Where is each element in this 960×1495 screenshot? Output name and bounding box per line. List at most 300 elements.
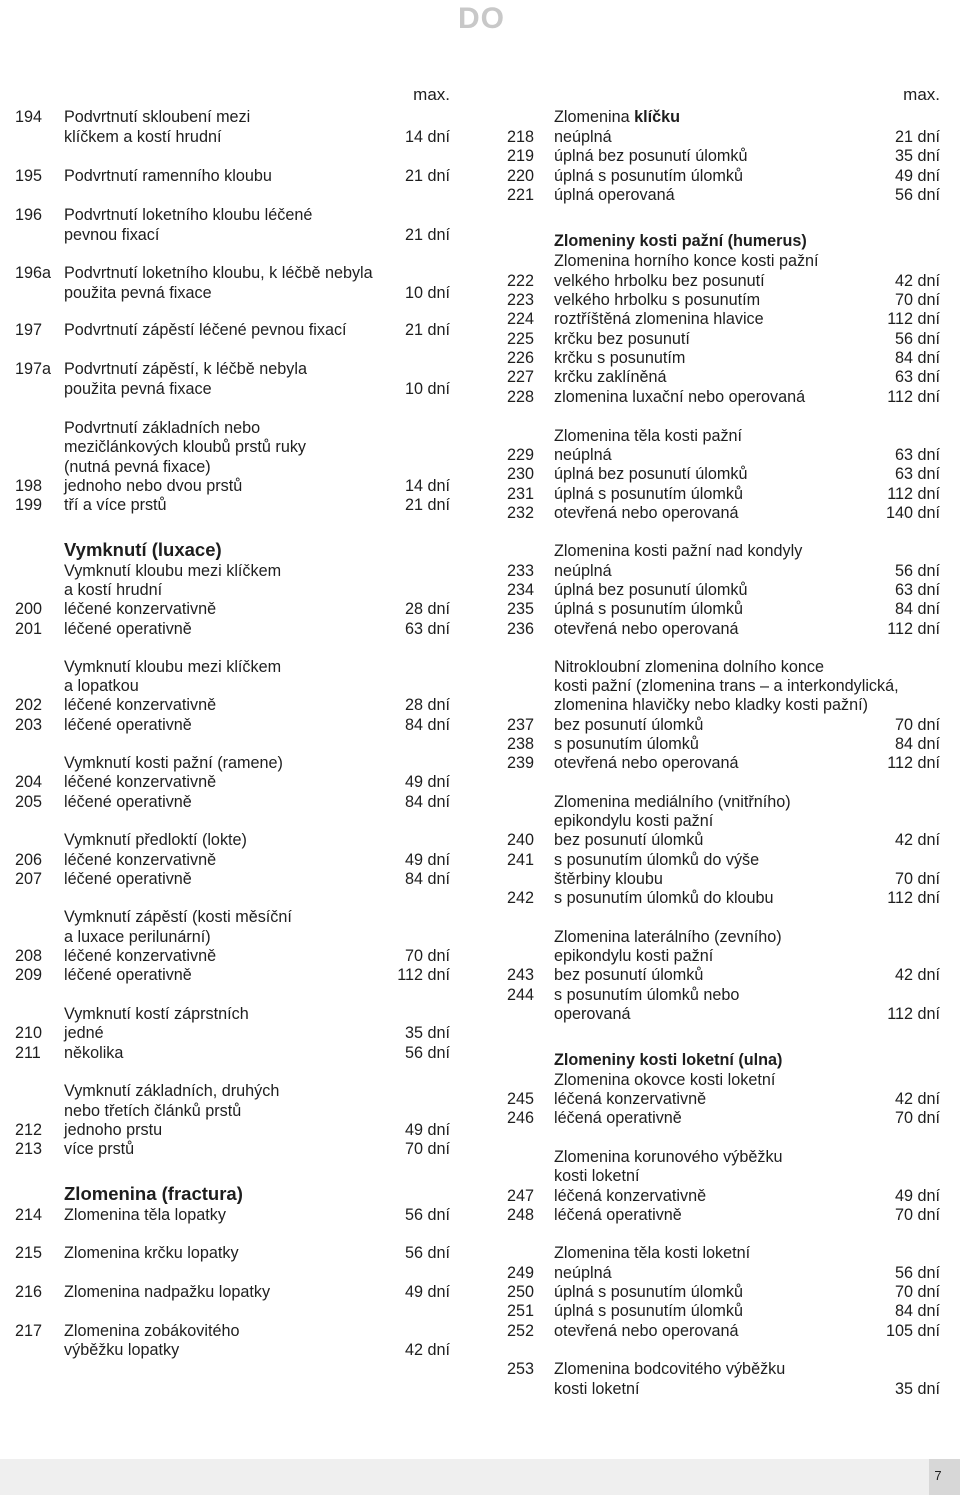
item-number: 221 <box>507 186 535 204</box>
item-text <box>554 464 747 484</box>
item-text <box>554 561 612 581</box>
item-text-part: neúplná <box>554 1264 612 1282</box>
max-days-value: 42 dní <box>894 966 940 984</box>
item-text <box>64 1023 104 1043</box>
left-line <box>0 830 460 850</box>
item-text <box>554 580 747 600</box>
page-number: 7 <box>934 1468 942 1483</box>
right-line <box>495 792 950 812</box>
max-days-value: 84 dní <box>894 349 940 367</box>
max-days-value: 84 dní <box>404 716 450 734</box>
max-days-value: 112 dní <box>397 966 450 984</box>
right-line <box>495 146 950 166</box>
right-line <box>495 830 950 850</box>
item-text <box>554 657 824 677</box>
item-text <box>64 1101 241 1121</box>
item-text <box>64 676 139 696</box>
left-line <box>0 965 460 985</box>
item-text-part: Zlomenina zobákovitého <box>64 1322 240 1340</box>
left-line <box>0 379 460 399</box>
item-text-part: několika <box>64 1044 124 1062</box>
item-text-part: tří a více prstů <box>64 496 167 514</box>
max-days-value: 70 dní <box>894 870 940 888</box>
item-number: 217 <box>15 1322 43 1340</box>
left-line <box>0 599 460 619</box>
item-number: 242 <box>507 889 535 907</box>
section-heading <box>64 1182 243 1206</box>
right-line <box>495 619 950 639</box>
max-days-value: 56 dní <box>404 1206 450 1224</box>
item-text-part: Zlomenina nadpažku lopatky <box>64 1283 271 1301</box>
max-days-value: 56 dní <box>894 1264 940 1282</box>
item-number: 208 <box>15 947 43 965</box>
max-days-value: 42 dní <box>894 272 940 290</box>
item-text <box>554 734 699 754</box>
max-days-value: 84 dní <box>894 1302 940 1320</box>
item-number: 199 <box>15 496 43 514</box>
right-line <box>495 1108 950 1128</box>
max-days-value: 42 dní <box>894 1090 940 1108</box>
item-text-part: Vymknutí kostí záprstních <box>64 1005 249 1023</box>
item-text-part: krčku bez posunutí <box>554 330 690 348</box>
item-text-part: léčené operativně <box>64 966 192 984</box>
item-text-part: použita pevná fixace <box>64 380 212 398</box>
max-label-right: max. <box>903 85 940 104</box>
item-text-bold: klíčku <box>634 108 680 126</box>
item-text <box>64 283 212 303</box>
right-line <box>495 1166 950 1186</box>
max-days-value: 21 dní <box>404 321 450 339</box>
item-number: 201 <box>15 620 43 638</box>
item-text <box>554 1243 750 1263</box>
item-text-part: léčené konzervativně <box>64 851 217 869</box>
item-number: 206 <box>15 851 43 869</box>
item-text-part: operovaná <box>554 1005 631 1023</box>
item-text <box>64 457 211 477</box>
item-text <box>64 1243 239 1263</box>
max-days-value: 35 dní <box>894 147 940 165</box>
item-text <box>554 792 791 812</box>
left-line <box>0 753 460 773</box>
max-days-value: 56 dní <box>404 1244 450 1262</box>
item-text-part: úplná operovaná <box>554 186 675 204</box>
left-line <box>0 1205 460 1225</box>
right-line <box>495 850 950 870</box>
item-text-part: Vymknutí kosti pažní (ramene) <box>64 754 283 772</box>
right-line <box>495 1243 950 1263</box>
left-line <box>0 946 460 966</box>
max-days-value: 63 dní <box>894 446 940 464</box>
item-number: 229 <box>507 446 535 464</box>
item-text <box>554 1070 775 1090</box>
item-text <box>554 367 666 387</box>
left-line <box>0 676 460 696</box>
item-number: 219 <box>507 147 535 165</box>
item-text <box>64 946 216 966</box>
item-text <box>554 166 743 186</box>
max-days-value: 140 dní <box>885 504 940 522</box>
left-line <box>0 225 460 245</box>
item-text-part: Zlomenina mediálního (vnitřního) <box>554 793 791 811</box>
item-text-part: a kostí hrudní <box>64 581 163 599</box>
item-text <box>64 1321 239 1341</box>
right-line <box>495 127 950 147</box>
item-number: 213 <box>15 1140 43 1158</box>
item-number: 241 <box>507 851 535 869</box>
item-text-part: Zlomenina laterálního (zevního) <box>554 928 782 946</box>
item-number: 209 <box>15 966 43 984</box>
max-days-value: 63 dní <box>894 581 940 599</box>
left-line <box>0 359 460 379</box>
item-text-part: Podvrtnutí loketního kloubu léčené <box>64 206 313 224</box>
item-text <box>554 426 742 446</box>
item-text <box>554 329 690 349</box>
left-line <box>0 283 460 303</box>
left-line <box>0 1340 460 1360</box>
item-number: 230 <box>507 465 535 483</box>
section-heading <box>64 538 222 562</box>
left-line <box>0 166 460 186</box>
item-text-part: Podvrtnutí loketního kloubu, k léčbě nebyla <box>64 264 373 282</box>
item-text-part: nebo třetích článků prstů <box>64 1102 242 1120</box>
item-text <box>554 107 680 127</box>
item-text-part: Zlomenina těla kosti loketní <box>554 1244 751 1262</box>
right-line <box>495 753 950 773</box>
item-text-part: úplná s posunutím úlomků <box>554 1302 743 1320</box>
item-text <box>64 599 216 619</box>
item-text-part: štěrbiny kloubu <box>554 870 663 888</box>
item-text-part: Vymknutí základních, druhých <box>64 1082 280 1100</box>
item-text <box>64 495 167 515</box>
item-text <box>554 1108 682 1128</box>
item-text-part: jednoho nebo dvou prstů <box>64 477 243 495</box>
left-line <box>0 1120 460 1140</box>
item-number: 252 <box>507 1322 535 1340</box>
item-text-part: úplná bez posunutí úlomků <box>554 581 748 599</box>
right-line <box>495 309 950 329</box>
item-text-part: více prstů <box>64 1140 135 1158</box>
item-text-part: Zlomenina <box>554 108 635 126</box>
item-number: 226 <box>507 349 535 367</box>
max-days-value: 21 dní <box>404 226 450 244</box>
left-line <box>0 580 460 600</box>
item-text <box>554 1379 639 1399</box>
item-text-part: léčená konzervativně <box>554 1090 707 1108</box>
left-line <box>0 538 460 562</box>
item-text <box>554 753 739 773</box>
item-text <box>64 205 312 225</box>
item-text-part: zlomenina hlavičky nebo kladky kosti pažní) <box>554 696 869 714</box>
item-text <box>64 695 216 715</box>
max-days-value: 56 dní <box>894 330 940 348</box>
item-text-part: léčené operativně <box>64 620 192 638</box>
item-number: 225 <box>507 330 535 348</box>
item-text <box>64 965 192 985</box>
left-line <box>0 1243 460 1263</box>
item-text-part: Vymknutí kloubu mezi klíčkem <box>64 658 282 676</box>
item-text <box>554 811 713 831</box>
item-number: 220 <box>507 167 535 185</box>
item-number: 234 <box>507 581 535 599</box>
right-line <box>495 185 950 205</box>
item-text <box>554 185 675 205</box>
item-text <box>554 830 703 850</box>
item-text-part: léčené operativně <box>64 870 192 888</box>
item-number: 249 <box>507 1264 535 1282</box>
item-text <box>64 437 306 457</box>
item-number: 210 <box>15 1024 43 1042</box>
right-line <box>495 541 950 561</box>
item-text-part: s posunutím úlomků do kloubu <box>554 889 774 907</box>
item-number: 246 <box>507 1109 535 1127</box>
item-text <box>64 580 162 600</box>
item-number: 211 <box>15 1044 41 1062</box>
right-line <box>495 1147 950 1167</box>
item-text <box>554 309 764 329</box>
item-text-part: léčené konzervativně <box>64 947 217 965</box>
item-text-part: velkého hrbolku s posunutím <box>554 291 761 309</box>
right-line <box>495 811 950 831</box>
left-line <box>0 869 460 889</box>
item-text <box>554 146 747 166</box>
item-text <box>554 1089 706 1109</box>
right-line <box>495 1301 950 1321</box>
item-text <box>554 484 743 504</box>
item-number: 237 <box>507 716 535 734</box>
item-text-part: úplná bez posunutí úlomků <box>554 147 748 165</box>
left-line <box>0 437 460 457</box>
item-text-part: (nutná pevná fixace) <box>64 458 211 476</box>
right-line <box>495 1205 950 1225</box>
max-days-value: 112 dní <box>887 1005 940 1023</box>
max-days-value: 28 dní <box>404 600 450 618</box>
right-line <box>495 329 950 349</box>
item-text-part: Vymknutí kloubu mezi klíčkem <box>64 562 282 580</box>
item-text-part: klíčkem a kostí hrudní <box>64 128 222 146</box>
right-line <box>495 1186 950 1206</box>
left-line <box>0 695 460 715</box>
item-text <box>554 946 713 966</box>
right-line <box>495 695 950 715</box>
max-days-value: 56 dní <box>894 186 940 204</box>
item-number: 197 <box>15 321 43 339</box>
item-text-part: Nitrokloubní zlomenina dolního konce <box>554 658 824 676</box>
max-days-value: 49 dní <box>404 1283 450 1301</box>
item-text <box>554 1301 743 1321</box>
item-text-part: výběžku lopatky <box>64 1341 180 1359</box>
item-text <box>64 927 211 947</box>
left-line <box>0 850 460 870</box>
left-line <box>0 1182 460 1206</box>
item-text-part: léčené konzervativně <box>64 600 217 618</box>
right-line <box>495 561 950 581</box>
max-days-value: 112 dní <box>887 889 940 907</box>
item-text <box>554 1359 785 1379</box>
item-text-part: velkého hrbolku bez posunutí <box>554 272 765 290</box>
item-number: 235 <box>507 600 535 618</box>
item-text <box>554 1321 739 1341</box>
item-text <box>64 792 192 812</box>
right-line <box>495 107 950 127</box>
max-days-value: 21 dní <box>404 167 450 185</box>
item-text-part: Zlomenina bodcovitého výběžku <box>554 1360 786 1378</box>
item-text-part: léčená operativně <box>554 1206 682 1224</box>
item-text <box>554 445 612 465</box>
item-text <box>64 1205 226 1225</box>
item-text-part: otevřená nebo operovaná <box>554 620 739 638</box>
item-text-part: epikondylu kosti pažní <box>554 947 714 965</box>
left-line <box>0 1282 460 1302</box>
right-line <box>495 231 950 251</box>
item-number: 200 <box>15 600 43 618</box>
item-number: 244 <box>507 986 535 1004</box>
item-number: 215 <box>15 1244 43 1262</box>
item-number: 216 <box>15 1283 43 1301</box>
item-text-part: s posunutím úlomků <box>554 735 699 753</box>
left-line <box>0 1139 460 1159</box>
item-number: 243 <box>507 966 535 984</box>
max-days-value: 84 dní <box>404 793 450 811</box>
item-text <box>64 476 242 496</box>
item-number: 195 <box>15 167 43 185</box>
item-text-part: Zlomeniny kosti loketní (ulna) <box>554 1051 783 1069</box>
max-days-value: 35 dní <box>404 1024 450 1042</box>
item-text-part: úplná s posunutím úlomků <box>554 167 743 185</box>
item-number: 231 <box>507 485 535 503</box>
item-text-part: Zlomenina těla lopatky <box>64 1206 226 1224</box>
item-text <box>554 695 868 715</box>
item-text-part: Vymknutí zápěstí (kosti měsíční <box>64 908 292 926</box>
item-text <box>554 619 739 639</box>
item-text-part: a lopatkou <box>64 677 139 695</box>
item-text-part: bez posunutí úlomků <box>554 831 704 849</box>
section-heading <box>554 231 807 251</box>
right-line <box>495 445 950 465</box>
item-text <box>64 657 281 677</box>
item-text-part: Zlomenina okovce kosti loketní <box>554 1071 776 1089</box>
item-text-part: otevřená nebo operovaná <box>554 1322 739 1340</box>
item-text-part: léčené konzervativně <box>64 696 217 714</box>
item-text <box>64 359 307 379</box>
item-text-part: Podvrtnutí ramenního kloubu <box>64 167 272 185</box>
item-text <box>554 541 802 561</box>
item-text <box>64 225 159 245</box>
item-number: 251 <box>507 1302 535 1320</box>
page-header <box>0 0 960 36</box>
left-line <box>0 263 460 283</box>
max-days-value: 70 dní <box>894 716 940 734</box>
item-text-part: kosti loketní <box>554 1380 640 1398</box>
item-text-part: krčku s posunutím <box>554 349 686 367</box>
max-days-value: 56 dní <box>404 1044 450 1062</box>
item-number: 240 <box>507 831 535 849</box>
left-line <box>0 127 460 147</box>
item-text <box>64 830 247 850</box>
item-text-part: kosti loketní <box>554 1167 640 1185</box>
item-number: 248 <box>507 1206 535 1224</box>
item-text <box>64 127 221 147</box>
item-text <box>64 107 250 127</box>
item-number: 202 <box>15 696 43 714</box>
max-days-value: 42 dní <box>404 1341 450 1359</box>
item-number: 238 <box>507 735 535 753</box>
item-text-part: léčená konzervativně <box>554 1187 707 1205</box>
max-days-value: 112 dní <box>887 485 940 503</box>
right-line <box>495 1282 950 1302</box>
item-text <box>64 1139 134 1159</box>
item-text-part: Zlomenina (fractura) <box>64 1183 243 1204</box>
left-line <box>0 1081 460 1101</box>
item-text <box>554 1004 631 1024</box>
max-days-value: 14 dní <box>404 128 450 146</box>
item-text <box>64 1282 270 1302</box>
item-text <box>64 619 192 639</box>
item-number: 250 <box>507 1283 535 1301</box>
max-days-value: 21 dní <box>894 128 940 146</box>
max-days-value: 49 dní <box>404 851 450 869</box>
right-line <box>495 426 950 446</box>
right-line <box>495 1359 950 1379</box>
max-days-value: 35 dní <box>894 1380 940 1398</box>
item-text-part: Zlomenina korunového výběžku <box>554 1148 783 1166</box>
item-text <box>554 1263 612 1283</box>
item-text <box>554 927 782 947</box>
item-number: 198 <box>15 477 43 495</box>
max-days-value: 49 dní <box>404 1121 450 1139</box>
item-number: 196a <box>15 264 52 282</box>
item-number: 218 <box>507 128 535 146</box>
left-line <box>0 1101 460 1121</box>
item-text <box>64 1340 179 1360</box>
item-text <box>64 753 283 773</box>
item-number: 253 <box>507 1360 535 1378</box>
item-text <box>554 1166 639 1186</box>
item-text <box>554 127 612 147</box>
max-days-value: 49 dní <box>894 167 940 185</box>
max-days-value: 63 dní <box>894 368 940 386</box>
item-number: 196 <box>15 206 43 224</box>
item-number: 222 <box>507 272 535 290</box>
item-text <box>554 599 743 619</box>
right-line <box>495 484 950 504</box>
max-days-value: 70 dní <box>404 947 450 965</box>
item-text <box>64 561 281 581</box>
section-heading <box>554 1050 782 1070</box>
item-number: 232 <box>507 504 535 522</box>
left-line <box>0 1321 460 1341</box>
item-text <box>64 379 212 399</box>
max-days-value: 70 dní <box>894 1283 940 1301</box>
item-text-part: Podvrtnutí zápěstí léčené pevnou fixací <box>64 321 347 339</box>
left-line <box>0 418 460 438</box>
right-line <box>495 271 950 291</box>
right-line <box>495 464 950 484</box>
item-number: 214 <box>15 1206 43 1224</box>
right-line <box>495 734 950 754</box>
left-line <box>0 495 460 515</box>
item-text <box>554 1282 743 1302</box>
item-text-part: léčené operativně <box>64 716 192 734</box>
item-number: 245 <box>507 1090 535 1108</box>
max-days-value: 112 dní <box>887 620 940 638</box>
item-text-part: Vymknutí (luxace) <box>64 539 222 560</box>
item-text <box>64 418 260 438</box>
max-days-value: 10 dní <box>404 284 450 302</box>
item-text-part: neúplná <box>554 128 612 146</box>
right-line <box>495 1004 950 1024</box>
item-text <box>64 263 373 283</box>
max-days-value: 112 dní <box>887 388 940 406</box>
